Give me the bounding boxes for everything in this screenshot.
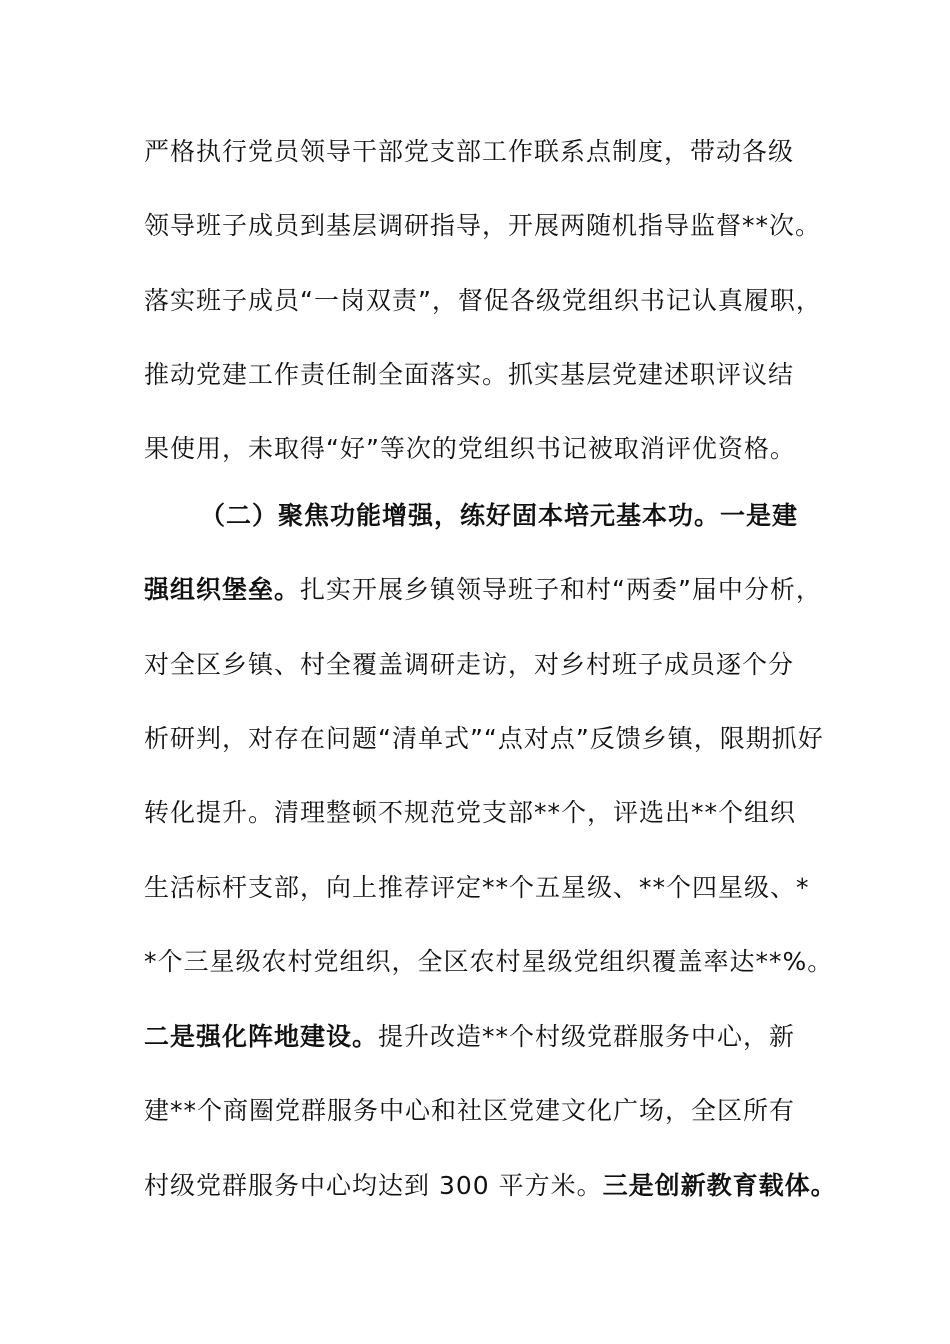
text-segment: 析研判，对存在问题“清单式”“点对点”反馈乡镇，限期抓好 xyxy=(144,724,824,753)
section-heading-line xyxy=(200,496,890,536)
text-line xyxy=(144,719,834,759)
text-line xyxy=(144,868,834,908)
text-line xyxy=(144,132,834,172)
text-segment: 果使用，未取得“好”等次的党组织书记被取消评优资格。 xyxy=(144,434,796,463)
bold-lead-phrase: 二是强化阵地建设。 xyxy=(144,1022,379,1051)
text-line xyxy=(144,429,834,469)
text-line xyxy=(144,570,834,610)
text-segment: 扎实开展乡镇领导班子和村“两委”届中分析， xyxy=(300,575,822,604)
text-line xyxy=(144,1017,834,1057)
bold-lead-phrase: 三是创新教育载体。 xyxy=(602,1171,837,1200)
text-line xyxy=(144,942,834,982)
text-segment: 推动党建工作责任制全面落实。抓实基层党建述职评议结 xyxy=(144,360,795,389)
text-segment: 领导班子成员到基层调研指导，开展两随机指导监督**次。 xyxy=(144,211,822,240)
text-line xyxy=(144,1166,837,1206)
text-segment: 村级党群服务中心均达到 300 平方米。 xyxy=(144,1171,603,1200)
text-line xyxy=(144,645,834,685)
text-line xyxy=(144,1091,834,1131)
text-line xyxy=(144,281,834,321)
text-segment: 对全区乡镇、村全覆盖调研走访，对乡村班子成员逐个分 xyxy=(144,650,795,679)
text-segment: 生活标杆支部，向上推荐评定**个五星级、**个四星级、* xyxy=(144,873,810,902)
bold-lead-phrase: 强组织堡垒。 xyxy=(144,575,301,604)
text-segment: *个三星级农村党组织，全区农村星级党组织覆盖率达**%。 xyxy=(144,947,834,976)
text-segment: 严格执行党员领导干部党支部工作联系点制度，带动各级 xyxy=(144,137,795,166)
text-line xyxy=(144,793,834,833)
text-segment: 落实班子成员“一岗双责”，督促各级党组织书记认真履职， xyxy=(144,286,822,315)
section-heading: （二）聚焦功能增强，练好固本培元基本功。一是建 xyxy=(200,501,799,530)
text-line xyxy=(144,206,834,246)
text-segment: 建**个商圈党群服务中心和社区党建文化广场，全区所有 xyxy=(144,1096,796,1125)
text-line xyxy=(144,355,834,395)
text-segment: 转化提升。清理整顿不规范党支部**个，评选出**个组织 xyxy=(144,798,797,827)
text-segment: 提升改造**个村级党群服务中心，新 xyxy=(378,1022,796,1051)
